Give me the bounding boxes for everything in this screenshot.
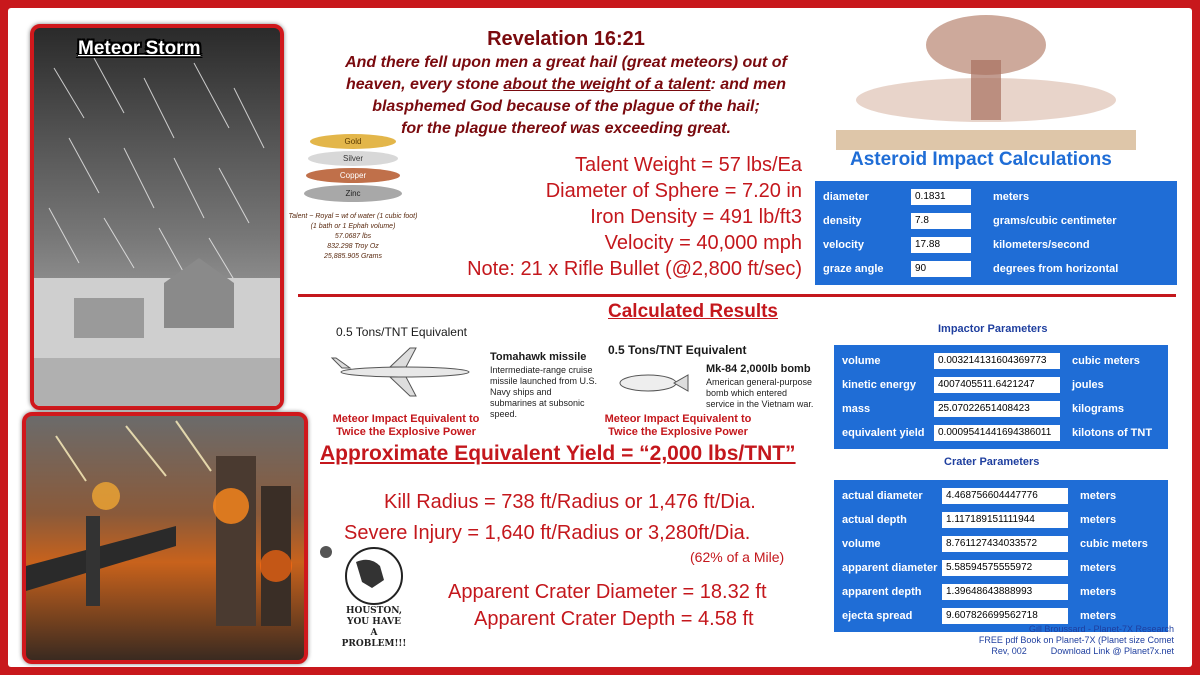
revelation-verse <box>316 28 816 140</box>
talent-graphic <box>280 134 426 294</box>
mk84-description: American general-purpose bomb which entered service in the Vietnam war. <box>706 377 814 409</box>
verse-line-1: And there fell upon men a great hail (great meteors) out of <box>345 54 787 71</box>
input-row-graze-angle: graze angle 90 degrees from horizontal <box>823 263 1119 275</box>
density-input[interactable]: 7.8 <box>911 213 971 229</box>
crater-row-actual-diameter: actual diameter 4.468756604447776 meters <box>842 490 1117 502</box>
impactor-row-kinetic-energy: kinetic energy 4007405511.6421247 joules <box>842 379 1104 391</box>
bridge-fire-graphic <box>26 416 304 660</box>
meteor-storm-image <box>30 24 284 410</box>
talent-layer-silver: Silver <box>308 151 398 166</box>
density-stat: Iron Density = 491 lb/ft3 <box>590 206 802 228</box>
houston-caption: HOUSTON, YOU HAVE A PROBLEM!!! <box>341 606 407 649</box>
verse-line-4: for the plague thereof was exceeding great. <box>401 120 731 137</box>
impactor-panel <box>834 345 1168 449</box>
crater-title: Crater Parameters <box>944 456 1040 468</box>
crater-row-apparent-diameter: apparent diameter 5.58594575555972 meters <box>842 562 1117 574</box>
globe-icon <box>314 536 434 606</box>
asteroid-title: Asteroid Impact Calculations <box>850 149 1112 170</box>
meteor-streaks-graphic <box>34 28 280 406</box>
impactor-row-equivalent-yield: equivalent yield 0.0009541441694386011 kilotons of TNT <box>842 427 1153 439</box>
talent-weight-stat: Talent Weight = 57 lbs/Ea <box>575 154 802 176</box>
graze-angle-input[interactable]: 90 <box>911 261 971 277</box>
mk84-meteor-comparison: Meteor Impact Equivalent to Twice the Explosive Power <box>604 413 752 438</box>
meteor-storm-title: Meteor Storm <box>78 38 201 59</box>
tomahawk-equivalent: 0.5 Tons/TNT Equivalent <box>336 325 467 339</box>
calculated-results-title: Calculated Results <box>608 301 778 322</box>
impactor-row-volume: volume 0.003214131604369773 cubic meters <box>842 355 1140 367</box>
talent-layer-zinc: Zinc <box>304 185 402 202</box>
burning-city-image <box>22 412 308 664</box>
equivalent-yield: Approximate Equivalent Yield = “2,000 lbs/TNT” <box>320 442 796 465</box>
input-row-velocity: velocity 17.88 kilometers/second <box>823 239 1090 251</box>
severe-injury: Severe Injury = 1,640 ft/Radius or 3,280ft/Dia. <box>344 522 751 544</box>
crater-panel <box>834 480 1168 632</box>
mk84-bomb-icon <box>612 368 692 398</box>
talent-caption: Talent ~ Royal = wt of water (1 cubic foot) (1 bath or 1 Ephah volume) 57.0687 lbs 832.298 Troy Oz 25,885.905 Grams <box>288 213 418 260</box>
diameter-stat: Diameter of Sphere = 7.20 in <box>545 180 802 202</box>
mushroom-cloud-image <box>836 10 1136 150</box>
tomahawk-name: Tomahawk missile <box>490 351 587 363</box>
impactor-title: Impactor Parameters <box>938 323 1048 335</box>
verse-line-3: blasphemed God because of the plague of the hail; <box>372 98 760 115</box>
asteroid-input-panel <box>815 181 1177 285</box>
verse-reference: Revelation 16:21 <box>487 28 645 50</box>
credits-footer: Gill Broussard - Planet-7X Research FREE pdf Book on Planet-7X (Planet size Comet Rev, 002 Download Link @ Planet7x.net <box>978 624 1174 656</box>
crater-row-apparent-depth: apparent depth 1.39648643888993 meters <box>842 586 1117 598</box>
kill-radius: Kill Radius = 738 ft/Radius or 1,476 ft/Dia. <box>384 491 756 513</box>
apparent-crater-diameter: Apparent Crater Diameter = 18.32 ft <box>448 581 767 603</box>
talent-layer-gold: Gold <box>310 134 396 149</box>
crater-row-volume: volume 8.761127434033572 cubic meters <box>842 538 1148 550</box>
apparent-crater-depth: Apparent Crater Depth = 4.58 ft <box>474 608 754 630</box>
tomahawk-description: Intermediate-range cruise missile launched from U.S. Navy ships and submarines at subsonic speed. <box>490 365 598 419</box>
verse-emphasis: about the weight of a talent <box>503 76 711 93</box>
download-link[interactable]: Download Link @ Planet7x.net <box>1050 646 1174 656</box>
velocity-stat: Velocity = 40,000 mph <box>604 232 802 254</box>
tomahawk-missile-icon <box>330 344 480 400</box>
note-stat: Note: 21 x Rifle Bullet (@2,800 ft/sec) <box>467 258 802 280</box>
mk84-name: Mk-84 2,000lb bomb <box>706 363 811 375</box>
verse-line-2: heaven, every stone about the weight of a talent: and men <box>345 76 787 93</box>
crater-row-actual-depth: actual depth 1.117189151111944 meters <box>842 514 1117 526</box>
talent-layer-copper: Copper <box>306 168 400 183</box>
input-row-diameter: diameter 0.1831 meters <box>823 191 1030 203</box>
houston-globe-graphic <box>314 536 434 662</box>
impactor-row-mass: mass 25.07022651408423 kilograms <box>842 403 1124 415</box>
crater-row-ejecta-spread: ejecta spread 9.607826699562718 meters <box>842 610 1117 622</box>
poster-frame <box>8 8 1192 667</box>
input-row-density: density 7.8 grams/cubic centimeter <box>823 215 1117 227</box>
mk84-equivalent: 0.5 Tons/TNT Equivalent <box>608 343 747 357</box>
section-divider <box>298 294 1176 297</box>
velocity-input[interactable]: 17.88 <box>911 237 971 253</box>
mile-note: (62% of a Mile) <box>690 549 785 565</box>
tomahawk-meteor-comparison: Meteor Impact Equivalent to Twice the Explosive Power <box>332 413 480 438</box>
diameter-input[interactable]: 0.1831 <box>911 189 971 205</box>
